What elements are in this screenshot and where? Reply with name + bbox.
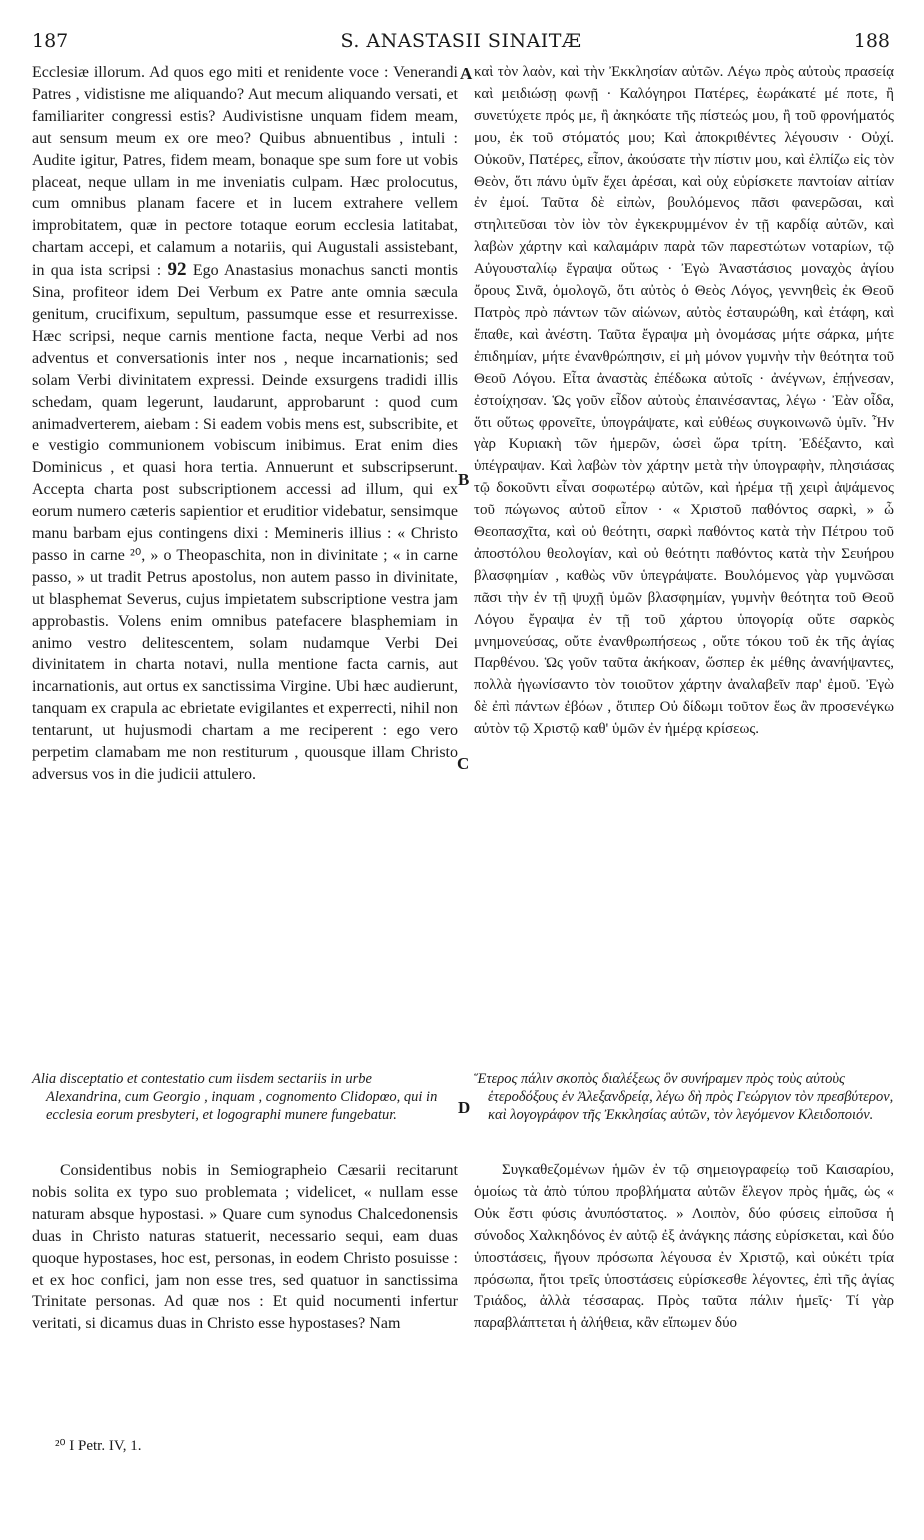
latin-text-after-number: Ego Anastasius monachus sancti montis Sina, profiteor idem Dei Verbum ex Patre ante omnia sæcula genitum, crucifixum, sepultum, passumque esse et resurrexisse. Hæc scripsi, neque carnis mentione facta, neque Verbi ad nos adventus et conversationis inter nos , neque incarnationis; sed solam Verbi divinitatem expressi. Deinde exsurgens tradidi illis schedam, quam legerunt, laudarunt, approbarunt : quod cum animadverterem, aiebam : Si eadem vobis mens est, subscribite, et e vestigio communionem vobiscum inibimus. Erat enim dies Dominicus , et quasi hora tertia. Annuerunt et subscripserunt. Accepta charta post subscriptionem accessi ad illum, qui ex eorum numero cæteris sapientior et eruditior videbatur, sensimque manu barbam ejus contingens dixi : Memineris illius : « Christo passo in carne ²⁰, » o Theopaschita, non in divinitate ; « in carne passo, » ut tradit Petrus apostolus, non autem passo in divinitate, ut blasphemat Severus, cujus impietatem subscriptione vestra jam approbastis. Volens enim omnibus patefacere blasphemiam in animo vestro delitescentem, solam nudamque Verbi Dei divinitatem in charta notavi, nulla mentione facta carnis, aut incarnationis, aut ortus ex sanctissima Virgine. Ubi hæc audierunt, tanquam ex crapula ac ebrietate evigilantes et experrecti, nihil non tentarunt, ut hujusmodi chartam a me reciperent : ego vero perpetim clamabam me non restiturum , quousque illam Christo adversus vos in die judicii attulero.	[32, 262, 459, 783]
margin-letter-c: C	[457, 754, 470, 773]
margin-letter-b: B	[458, 470, 470, 489]
greek-column-main	[474, 62, 894, 741]
margin-letter-a: A	[460, 64, 473, 83]
latin-text-before-number: Ecclesiæ illorum. Ad quos ego miti et renidente voce : Venerandi Patres , vidistisne me aliquando? Aut mecum aliquando versati, et familiariter congressi estis? Audivistisne unquam fidem meam, aut sensum meum ex ore meo? Quibus abnuentibus , intuli : Audite igitur, Patres, fidem meam, bonaque spe sum fore ut vobis placeat, neque ullam in me inveniatis culpam. Hæc prolocutus, cum omnibus planam facere et in lucem extrahere vellem improbitatem, quæ in pectore totaque eorum ecclesia latitabat, chartam accepi, et calamum a notariis, qui Augustali assistebant, in qua ista scripsi :	[32, 64, 458, 280]
latin-second-paragraph: Considentibus nobis in Semiographeio Cæsarii recitarunt nobis solita ex typo suo problemata ; videlicet, « nullam esse naturam absque hypostasi. » Quare cum synodus Chalcedonensis duas in Christo naturas statuerit, necessario sequi, eam duas quoque hypostases, hoc est, personas, in eodem Christo posuisse : et ex hoc confici, jam non esse tres, sed quatuor in sanctissima Trinitate personas. Ad quæ nos : Et quid nocumenti infertur veritati, si dicamus duas in Christo esse hypostases? Nam	[32, 1162, 458, 1333]
page-header	[32, 30, 890, 58]
page-number-left: 187	[32, 30, 69, 52]
page-number-right: 188	[853, 30, 890, 52]
greek-section-heading: Ἕτερος πάλιν σκοπὸς διαλέξεως ὃν συνήραμεν πρὸς τοὺς αὐτοὺς ἑτεροδόξους ἐν Ἀλεξανδρείᾳ, λέγω δὴ πρὸς Γεώργιον τὸν πρεσβύτερον, καὶ λογογράφον τῆς Ἐκκλησίας αὐτῶν, τὸν λεγόμενον Κλειδοποιόν.	[474, 1071, 894, 1123]
greek-second-paragraph: Συγκαθεζομένων ἡμῶν ἐν τῷ σημειογραφείῳ τοῦ Καισαρίου, ὁμοίως τὰ ἀπὸ τύπου προβλήματα αὐτῶν ἔλεγον πρὸς ἡμᾶς, ὡς « Οὐκ ἔστι φύσις ἀνυπόστατος. » Λοιπὸν, δύο φύσεις εἰποῦσα ἡ σύνοδος Χαλκηδόνος ἐν αὐτῷ ἐξ ἀνάγκης πάσης εὑρίσκεται, καὶ δύο ὑποστάσεις, ἤγουν πρόσωπα λέγουσα ἐν Χριστῷ, καὶ οὐκέτι τρία πρόσωπα, ἤτοι τρεῖς ὑποστάσεις εὑρίσκεσθε λέγοντες, ἐπὶ τῆς ἁγίας Τριάδος, ἀλλὰ τέσσαρας. Πρὸς ταῦτα πάλιν ἡμεῖς· Τί γὰρ παραβλάπτεται ἡ ἀλήθεια, κἂν εἴπωμεν δύο	[474, 1162, 894, 1332]
section-number: 92	[167, 259, 187, 281]
latin-paragraph	[32, 62, 458, 786]
running-title: S. ANASTASII SINAITÆ	[340, 30, 582, 52]
greek-column-second	[474, 1160, 894, 1335]
latin-section-heading: Alia disceptatio et contestatio cum iisdem sectariis in urbe Alexandrina, cum Georgio , inquam , cognomento Clidopœo, qui in ecclesia eorum presbyteri, et logographi munere fungebatur.	[32, 1071, 438, 1123]
latin-column-second	[32, 1160, 458, 1335]
greek-paragraph: καὶ τὸν λαὸν, καὶ τὴν Ἐκκλησίαν αὐτῶν. Λέγω πρὸς αὐτοὺς πρασείᾳ καὶ μειδιώσῃ φωνῇ · Καλόγηροι Πατέρες, ἑωράκατέ μέ ποτε, ἢ συνετύχετε πρός με, ἢ ἀκηκόατε τῆς πίστεώς μου, ἢ τοῦ φρονήματός μου, ἐκ τοῦ στόματός μου; Καὶ ἀποκριθέντες λέγουσιν · Οὐχί. Οὐκοῦν, Πατέρες, εἶπον, ἀκούσατε τὴν πίστιν μου, καὶ ἐλπίζω εἰς τὸν Θεὸν, ὅτι πάνυ ὑμῖν ἔχει ἀρέσαι, καὶ οὐχ εὑρίσκετε παντοίαν αἰτίαν ἐν ἐμοί. Ταῦτα δὲ εἰπὼν, βουλόμενος πᾶσι φανερῶσαι, καὶ στηλιτεῦσαι τὸν ἰὸν τὸν ἐγκεκρυμμένον ἐν τῇ καρδίᾳ αὐτῶν, καὶ λαβὼν χάρτην καὶ καλαμάριν παρὰ τῶν παρεστώτων νοταρίων, τῷ Αὐγουσταλίῳ ἔγραψα οὕτως · Ἐγὼ Ἀναστάσιος μοναχὸς ἁγίου ὄρους Σινᾶ, ὁμολογῶ, ὅτι αὐτὸς ὁ Θεὸς Λόγος, γεννηθεὶς ἐκ Θεοῦ Πατρὸς πρὸ πάντων τῶν αἰώνων, αὐτὸς ἐσταυρώθη, καὶ ἐτάφη, καὶ ἔπαθε, καὶ ἀνέστη. Ταῦτα ἔγραψα μὴ ὀνομάσας μήτε σάρκα, μήτε ἐπιδημίαν, μήτε ἐνανθρώπησιν, εἰ μὴ μόνον γυμνὴν τὴν θεότητα τοῦ Θεοῦ Λόγου. Εἶτα ἀναστὰς ἐπέδωκα αὐτοῖς · ἀνέγνων, ἐπῄνεσαν, ἐστοίχησαν. Ὡς γοῦν εἶδον αὐτοὺς ἐπαινέσαντας, λέγω · Ἐὰν οἶδα, ὅτι οὕτως φρονεῖτε, ὑπογράψατε, καὶ εὐθέως συγκοινωνῶ ὑμῖν. Ἦν γὰρ Κυριακὴ τῶν ἡμερῶν, ὡσεὶ ὥρα τρίτη. Ἐδέξαντο, καὶ ὑπέγραψαν. Καὶ λαβὼν τὸν χάρτην μετὰ τὴν ὑπογραφὴν, πλησιάσας τῷ δοκοῦντι εἶναι σοφωτέρῳ αὐτῶν, καὶ ἠρέμα τῇ χειρὶ ἁψάμενος τοῦ πώγωνος αὐτοῦ εἶπον · « Χριστοῦ παθόντος σαρκὶ, » ὦ Θεοπασχῖτα, καὶ οὐ θεότητι, σαρκὶ παθόντος κατὰ τὴν Πέτρου τοῦ ἀποστόλου θεολογίαν, καὶ οὐ θεότητι παθόντος κατὰ τὴν Σευήρου βλασφημίαν , καθὼς νῦν ὑπεγράψατε. Βουλόμενος γὰρ γυμνῶσαι πᾶσι τὴν ἐν τῇ ψυχῇ ὑμῶν βλασφημίαν, γυμνὴν θεότητα τοῦ Θεοῦ Λόγου ἔγραψα ἐν τῇ τοῦ χάρτου ὑπογορίᾳ οὔτε σαρκὸς μνημονεύσας, οὔτε ἐνανθρωπήσεως , οὔτε τόκου τοῦ ἐκ τῆς ἁγίας Παρθένου. Ὡς γοῦν ταῦτα ἀκήκοαν, ὥσπερ ἐκ μέθης ἀνανήψαντες, πολλὰ ἠγωνίσαντο τὸν τοιοῦτον χάρτην ἀναλαβεῖν παρ' ἐμοῦ. Ἐγὼ δὲ ἐπὶ πάντων ἐβόων , ὅτιπερ Οὐ δίδωμι τοῦτον ἕως ἂν προσενέγκω αὐτὸν τῷ Χριστῷ καθ' ὑμῶν ἐν ἡμέρᾳ κρίσεως.	[474, 64, 894, 738]
latin-column-main	[32, 62, 458, 786]
margin-letter-d: D	[458, 1098, 471, 1117]
footnote: ²⁰ I Petr. IV, 1.	[55, 1438, 142, 1454]
